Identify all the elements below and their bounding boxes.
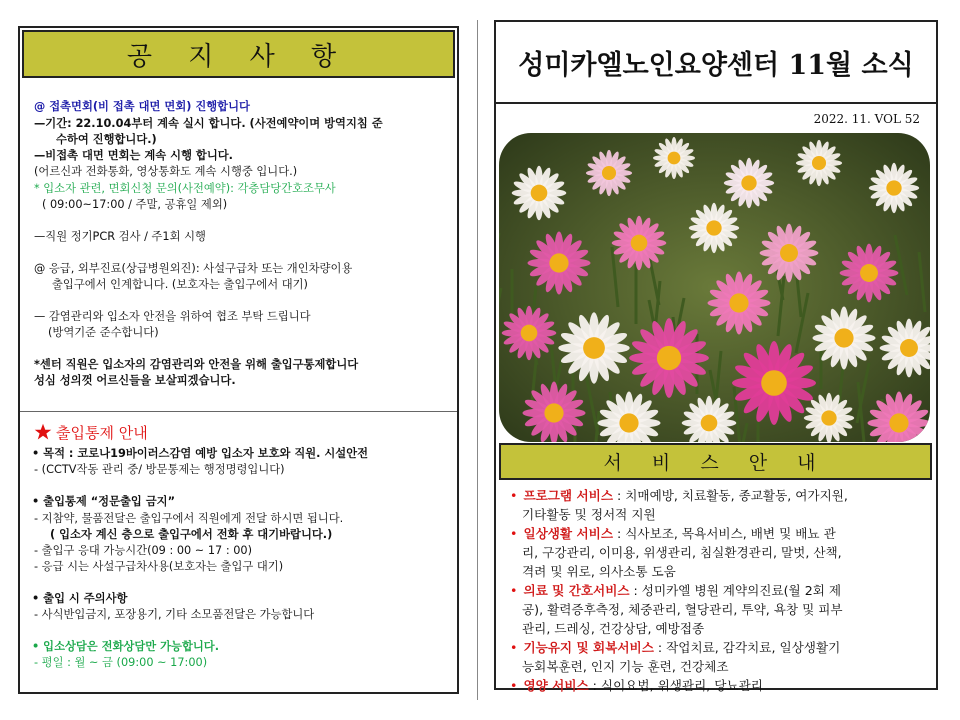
notice-line: *센터 직원은 입소자의 감염관리와 안전을 위해 출입구통제합니다 bbox=[34, 358, 359, 371]
newsletter-title: 성미카엘노인요양센터 11월 소식 bbox=[518, 49, 914, 81]
access-line: • 입소상담은 전화상담만 가능합니다. bbox=[32, 640, 220, 653]
access-line: • 목적 : 코로나19바이러스감염 예방 입소자 보호와 직원. 시설안전 bbox=[32, 447, 369, 460]
service-cont: 관리, 드레싱, 건강상담, 예방접종 bbox=[522, 621, 705, 636]
service-cont: 능회복훈련, 인지 기능 훈련, 건강체조 bbox=[522, 659, 729, 674]
notice-line: ( 09:00~17:00 / 주말, 공휴일 제외) bbox=[42, 198, 228, 211]
section-divider bbox=[20, 411, 457, 412]
notice-line: — 감염관리와 입소자 안전을 위하여 협조 부탁 드립니다 bbox=[34, 310, 311, 323]
service-title: 서 비 스 안 내 bbox=[603, 452, 828, 474]
service-label: 의료 및 간호서비스 bbox=[523, 583, 630, 598]
service-item: • 일상생활 서비스 : 식사보조, 목욕서비스, 배변 및 배뇨 관 리, 구강관리, 이미용, 위생관리, 침실환경관리, 말벗, 산책, 격려 및 위로, 의사소통 도움 bbox=[510, 524, 930, 581]
notice-line: —비접촉 대면 면회는 계속 시행 합니다. bbox=[34, 149, 233, 162]
issue-info: 2022. 11. VOL 52 bbox=[813, 112, 920, 126]
access-line: - 출입구 응대 가능시간(09 : 00 ~ 17 : 00) bbox=[34, 544, 253, 557]
flower-photo bbox=[499, 133, 930, 442]
notice-header bbox=[22, 30, 455, 78]
notice-line: 수하여 진행합니다.) bbox=[56, 133, 157, 146]
notice-line: (방역기준 준수합니다) bbox=[48, 326, 159, 339]
service-cont: 공), 활력증후측정, 체중관리, 혈당관리, 투약, 욕창 및 피부 bbox=[522, 602, 843, 617]
access-line: - 평일 : 월 ~ 금 (09:00 ~ 17:00) bbox=[34, 656, 208, 669]
service-list bbox=[510, 486, 930, 695]
access-line: • 출입 시 주의사항 bbox=[32, 592, 128, 605]
access-title: 출입통제 안내 bbox=[56, 423, 148, 442]
access-heading bbox=[34, 421, 148, 443]
service-cont: 격려 및 위로, 의사소통 도움 bbox=[522, 564, 676, 579]
service-item: • 프로그램 서비스 : 치매예방, 치료활동, 종교활동, 여가지원, 기타활동 및 정서적 지원 bbox=[510, 486, 930, 524]
star-icon bbox=[34, 423, 52, 441]
column-divider bbox=[477, 20, 478, 700]
service-cont: 리, 구강관리, 이미용, 위생관리, 침실환경관리, 말벗, 산책, bbox=[522, 545, 842, 560]
notice-line: @ 접촉면회(비 접촉 대면 면회) 진행합니다 bbox=[34, 100, 250, 113]
service-label: 프로그램 서비스 bbox=[523, 488, 613, 503]
service-item: • 기능유지 및 회복서비스 : 작업치료, 감각치료, 일상생활기 능회복훈련, 인지 기능 훈련, 건강체조 bbox=[510, 638, 930, 676]
service-text: : 치매예방, 치료활동, 종교활동, 여가지원, bbox=[612, 488, 848, 503]
notice-line: —직원 정기PCR 검사 / 주1회 시행 bbox=[34, 230, 206, 243]
access-line: - 응급 시는 사설구급차사용(보호자는 출입구 대기) bbox=[34, 560, 284, 573]
access-line: - (CCTV작동 관리 중/ 방문통제는 행정명령입니다) bbox=[34, 463, 285, 476]
notice-line: 출입구에서 인계합니다. (보호자는 출입구에서 대기) bbox=[52, 278, 308, 291]
service-text: : 성미카엘 병원 계약의진료(월 2회 제 bbox=[629, 583, 842, 598]
notice-line: —기간: 22.10.04부터 계속 실시 합니다. (사전예약이며 방역지침 준 bbox=[34, 117, 383, 130]
service-label: 기능유지 및 회복서비스 bbox=[523, 640, 654, 655]
news-title-box bbox=[496, 22, 936, 104]
access-line: ( 입소자 계신 층으로 출입구에서 전화 후 대기바랍니다.) bbox=[50, 528, 333, 541]
notice-line: (어르신과 전화통화, 영상통화도 계속 시행중 입니다.) bbox=[34, 165, 298, 178]
service-item: • 의료 및 간호서비스 : 성미카엘 병원 계약의진료(월 2회 제 공), 활력증후측정, 체중관리, 혈당관리, 투약, 욕창 및 피부 관리, 드레싱, 건강상담, 예방접종 bbox=[510, 581, 930, 638]
access-line: - 사식반입금지, 포장용기, 기타 소모품전달은 가능합니다 bbox=[34, 608, 315, 621]
notice-line: 성심 성의껏 어르신들을 보살피겠습니다. bbox=[34, 374, 236, 387]
access-line: - 지참약, 물품전달은 출입구에서 직원에게 전달 하시면 됩니다. bbox=[34, 512, 344, 525]
service-text: : 식이요법, 위생관리, 당뇨관리 bbox=[588, 678, 763, 693]
service-label: 일상생활 서비스 bbox=[523, 526, 613, 541]
service-header bbox=[499, 443, 932, 480]
service-text: : 식사보조, 목욕서비스, 배변 및 배뇨 관 bbox=[612, 526, 836, 541]
service-cont: 기타활동 및 정서적 지원 bbox=[522, 507, 656, 522]
service-text: : 작업치료, 감각치료, 일상생활기 bbox=[653, 640, 841, 655]
access-line: • 출입통제 “정문출입 금지” bbox=[32, 495, 175, 508]
service-item: • 영양 서비스 : 식이요법, 위생관리, 당뇨관리 bbox=[510, 678, 763, 693]
notice-title: 공 지 사 항 bbox=[126, 41, 351, 72]
notice-line: * 입소자 관련, 면회신청 문의(사전예약): 각층담당간호조무사 bbox=[34, 182, 336, 195]
service-label: 영양 서비스 bbox=[523, 678, 589, 693]
notice-line: @ 응급, 외부진료(상급병원외진): 사설구급차 또는 개인차량이용 bbox=[34, 262, 353, 275]
